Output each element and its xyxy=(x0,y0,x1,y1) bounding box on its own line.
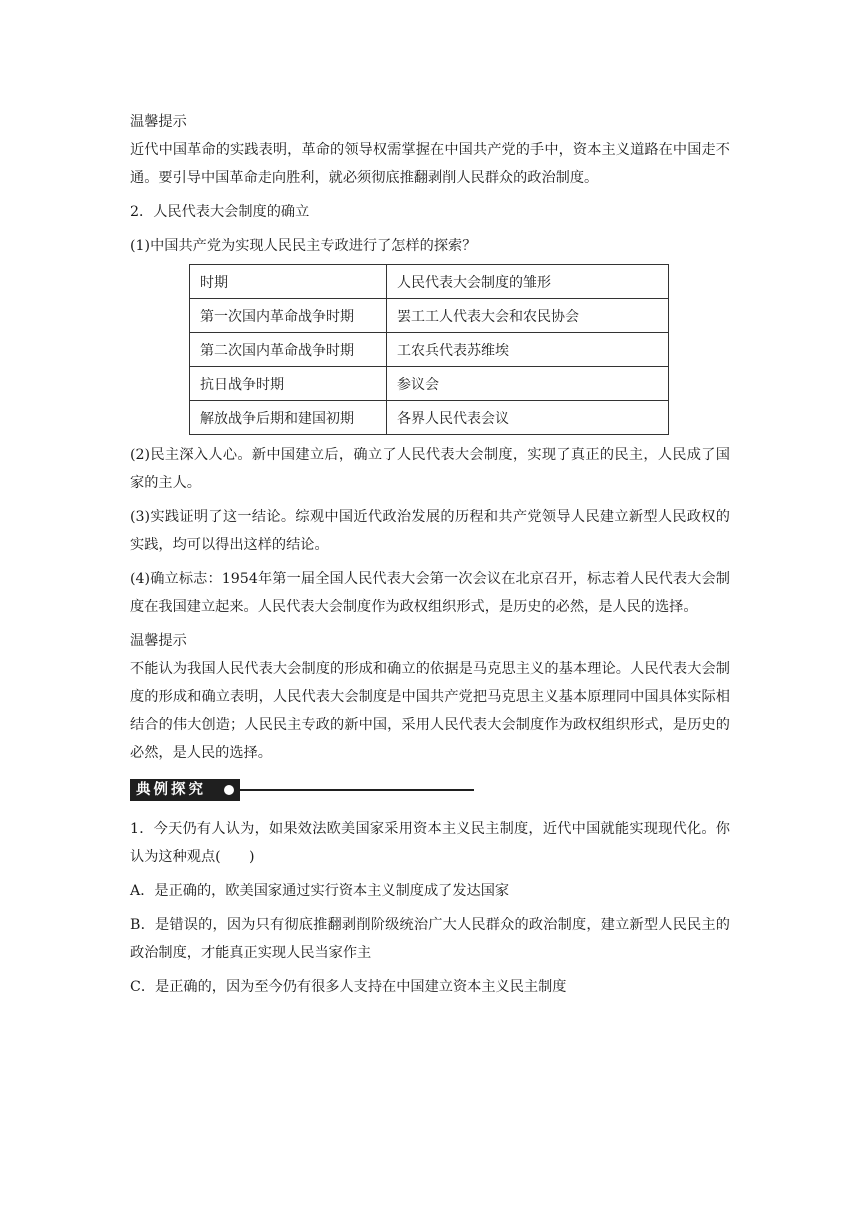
table-row xyxy=(190,333,669,367)
tip-label: 温馨提示 xyxy=(130,114,187,130)
table-row xyxy=(190,401,669,435)
table-row xyxy=(190,265,669,299)
tip-text: 不能认为我国人民代表大会制度的形成和确立的依据是马克思主义的基本理论。人民代表大会制度的形成和确立表明，人民代表大会制度是中国共产党把马克思主义基本原理同中国具体实际相结合的伟大创造；人民民主专政的新中国，采用人民代表大会制度作为政权组织形式，是历史的必然，是人民的选择。 xyxy=(130,661,730,761)
table-cell: 时期 xyxy=(190,265,387,299)
bullet-dot-icon xyxy=(224,785,234,795)
table-cell: 工农兵代表苏维埃 xyxy=(387,333,669,367)
question-1: (1)中国共产党为实现人民民主专政进行了怎样的探索？ xyxy=(130,238,477,254)
paragraph-4: (4)确立标志：1954年第一届全国人民代表大会第一次会议在北京召开，标志着人民代表大会制度在我国建立起来。人民代表大会制度作为政权组织形式，是历史的必然，是人民的选择。 xyxy=(130,571,730,615)
section-heading: 2．人民代表大会制度的确立 xyxy=(130,204,310,220)
divider-line xyxy=(238,789,474,791)
option-a: A．是正确的，欧美国家通过实行资本主义制度成了发达国家 xyxy=(130,883,510,899)
tip-text: 近代中国革命的实践表明，革命的领导权需掌握在中国共产党的手中，资本主义道路在中国走不通。要引导中国革命走向胜利，就必须彻底推翻剥削人民群众的政治制度。 xyxy=(130,142,730,186)
table-cell: 第二次国内革命战争时期 xyxy=(190,333,387,367)
paragraph-3: (3)实践证明了这一结论。综观中国近代政治发展的历程和共产党领导人民建立新型人民政权的实践，均可以得出这样的结论。 xyxy=(130,509,730,553)
table-row xyxy=(190,367,669,401)
section-badge: 典例探究 xyxy=(130,779,240,801)
table-cell: 第一次国内革命战争时期 xyxy=(190,299,387,333)
tip-label: 温馨提示 xyxy=(130,633,187,649)
table-row xyxy=(190,299,669,333)
document-page xyxy=(130,108,730,1001)
table-cell: 各界人民代表会议 xyxy=(387,401,669,435)
table-cell: 参议会 xyxy=(387,367,669,401)
example-question: 1．今天仍有人认为，如果效法欧美国家采用资本主义民主制度，近代中国就能实现现代化。你认为这种观点( ) xyxy=(130,821,730,865)
table-cell: 解放战争后期和建国初期 xyxy=(190,401,387,435)
eras-table xyxy=(189,264,669,435)
section-banner xyxy=(130,777,730,803)
paragraph-2: (2)民主深入人心。新中国建立后，确立了人民代表大会制度，实现了真正的民主，人民成了国家的主人。 xyxy=(130,447,730,491)
option-b: B．是错误的，因为只有彻底推翻剥削阶级统治广大人民群众的政治制度，建立新型人民民主的政治制度，才能真正实现人民当家作主 xyxy=(130,917,730,961)
table-cell: 抗日战争时期 xyxy=(190,367,387,401)
option-c: C．是正确的，因为至今仍有很多人支持在中国建立资本主义民主制度 xyxy=(130,979,567,995)
table-cell: 罢工工人代表大会和农民协会 xyxy=(387,299,669,333)
table-cell: 人民代表大会制度的雏形 xyxy=(387,265,669,299)
